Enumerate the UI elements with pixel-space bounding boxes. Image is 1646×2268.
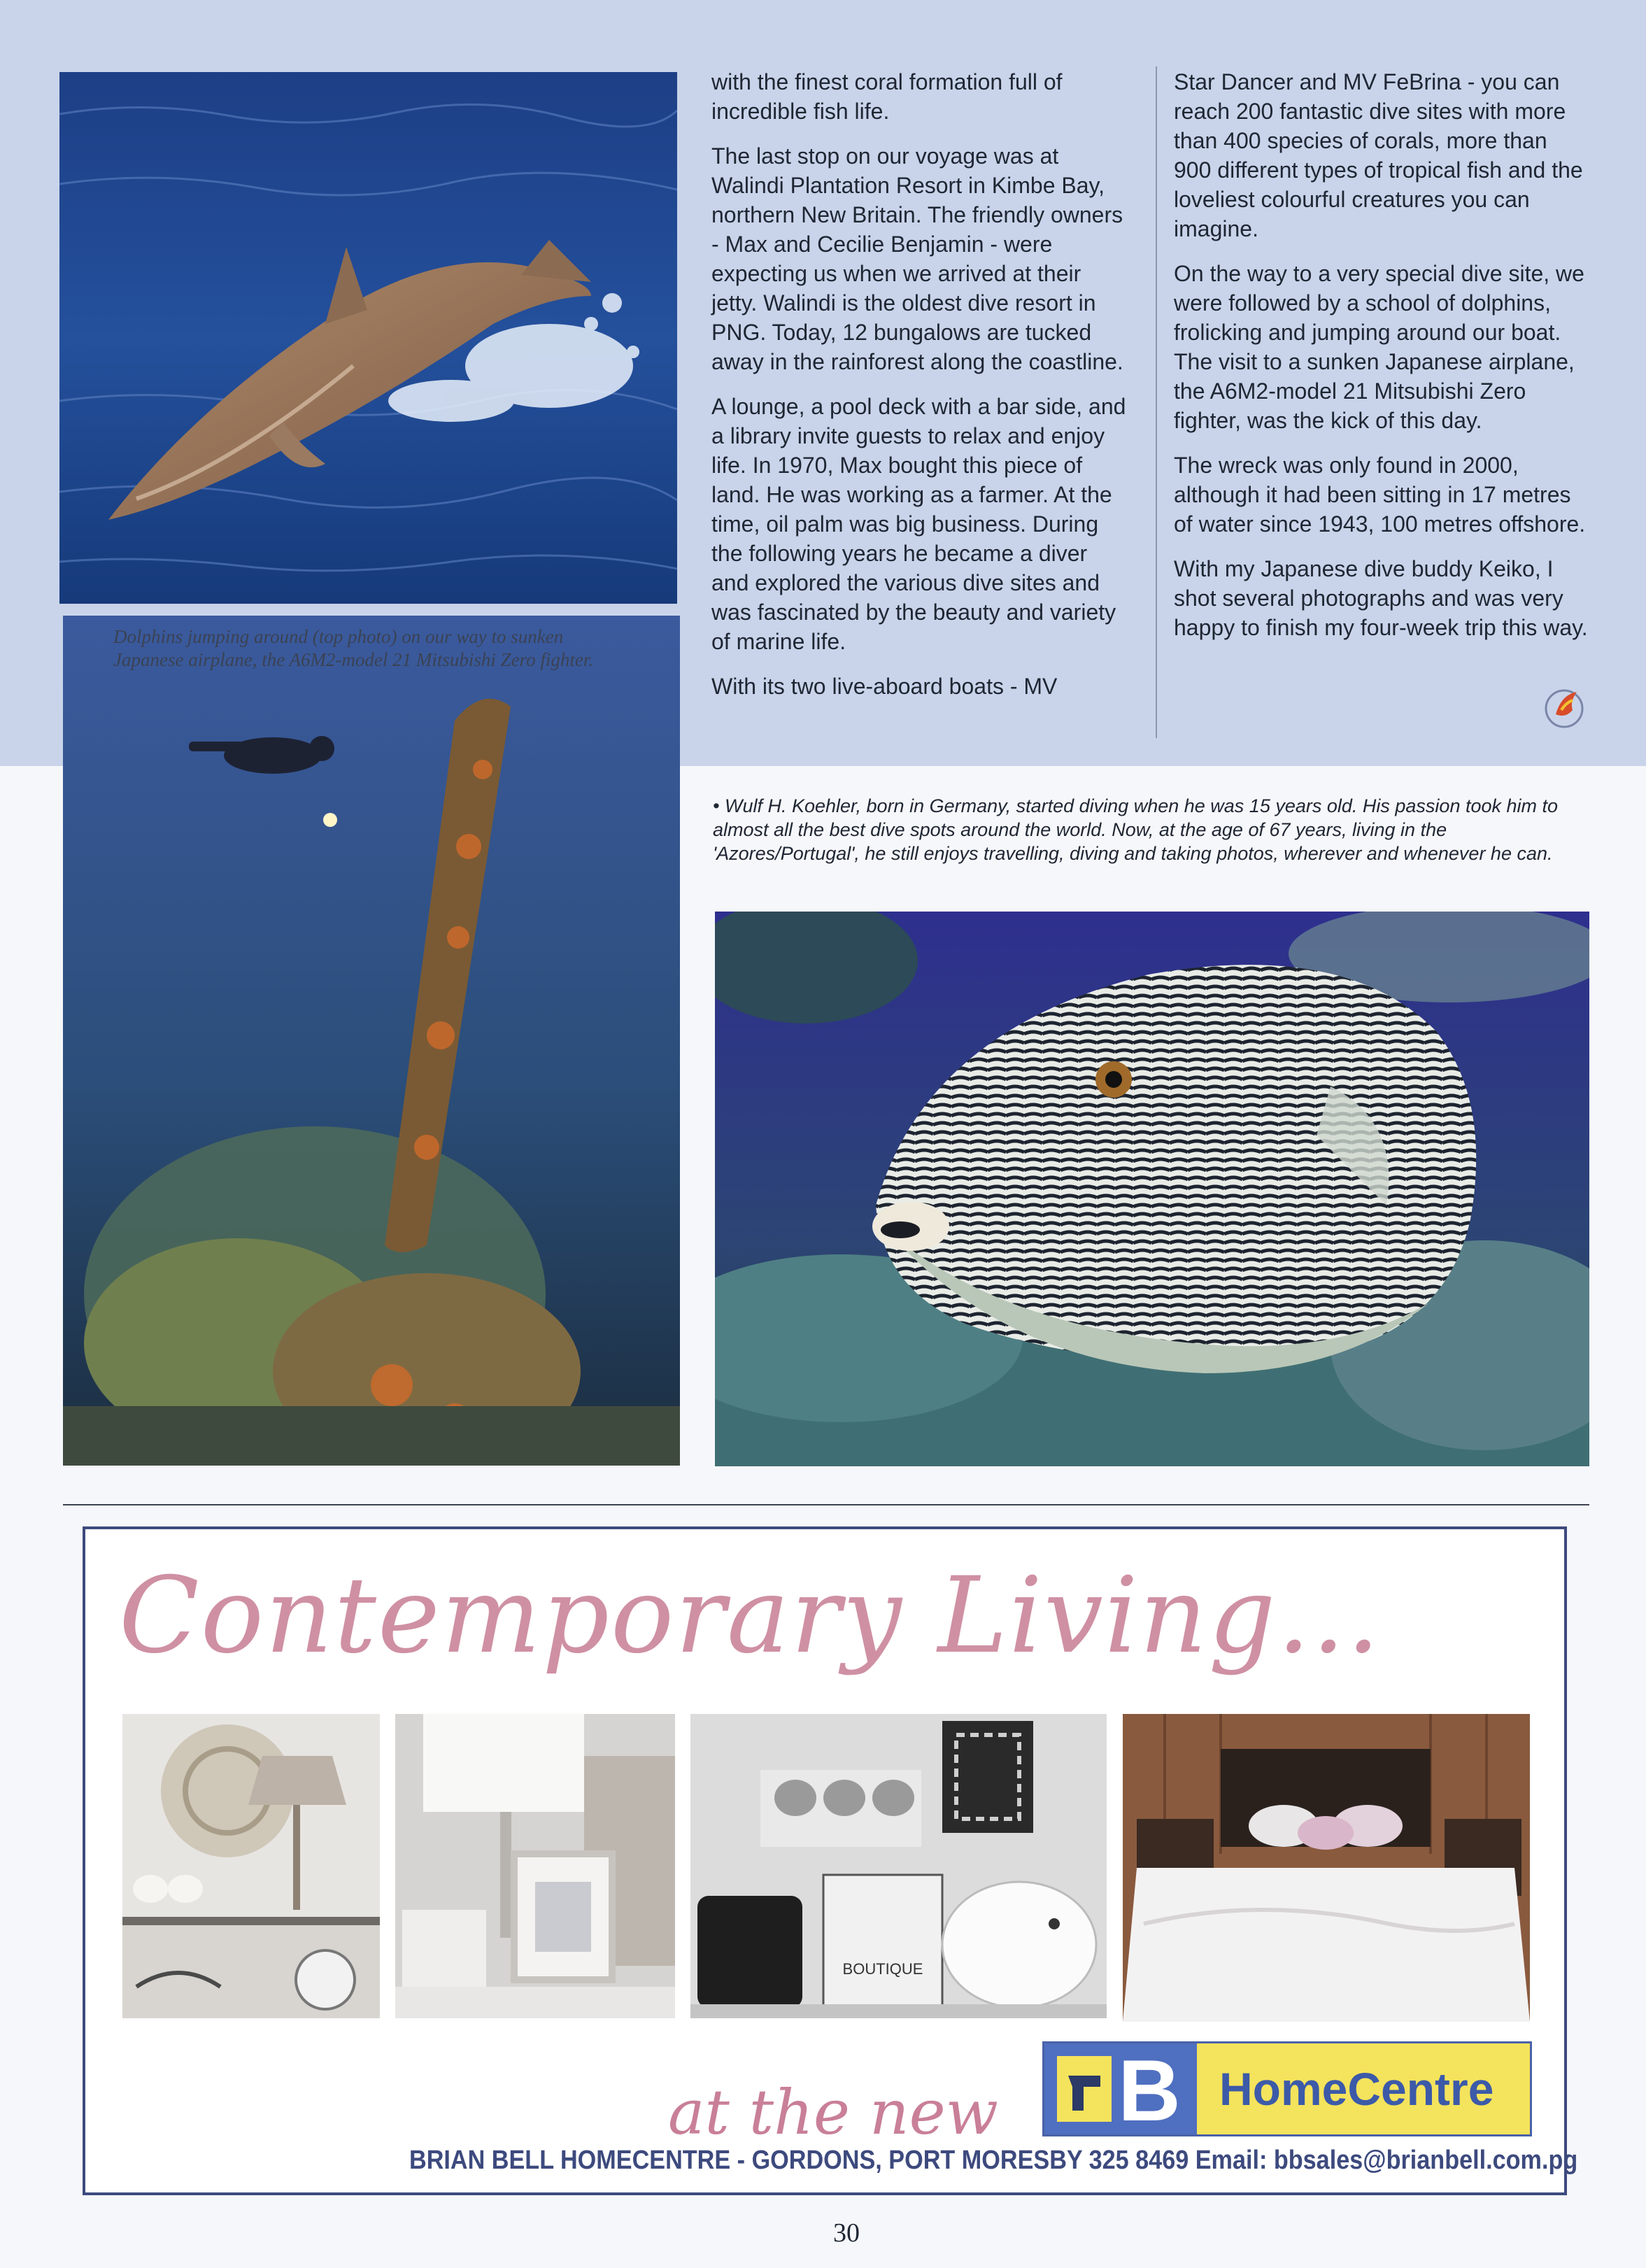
column-divider bbox=[1156, 66, 1157, 738]
article-column-right bbox=[1174, 67, 1590, 658]
paragraph: The last stop on our voyage was at Walindi Plantation Resort in Kimbe Bay, northern New Britain. The friendly owners - Max and Cecilie Benjamin - were expecting us when we arrived at their jetty. Walindi is the oldest dive resort in PNG. Today, 12 bungalows are tucked away in the rainforest along the coastline. bbox=[711, 143, 1123, 374]
advert-address: BRIAN BELL HOMECENTRE - GORDONS, PORT MORESBY 325 8469 Email: bbsales@brianbell.com.pg bbox=[409, 2146, 1578, 2175]
brian-bell-badge-icon bbox=[1044, 2043, 1197, 2134]
boutique-label: BOUTIQUE bbox=[842, 1960, 923, 1978]
section-rule bbox=[63, 1504, 1589, 1505]
advert-image-boutique-display bbox=[690, 1714, 1107, 2018]
author-bio: • Wulf H. Koehler, born in Germany, started diving when he was 15 years old. His passion took him to almost all the best dive spots around the world. Now, at the age of 67 years, living in the 'Azores/Portugal', he still enjoys travelling, diving and taking photos, wherever and whenever he can. bbox=[713, 795, 1559, 864]
page-number: 30 bbox=[833, 2218, 860, 2248]
advert-headline: Contemporary Living... bbox=[119, 1555, 1382, 1677]
advert-image-white-frames bbox=[395, 1714, 675, 2018]
photo-caption: Dolphins jumping around (top photo) on our way to sunken Japanese airplane, the A6M2-model 21 Mitsubishi Zero fighter. bbox=[113, 626, 594, 670]
logo-badge-letter: B bbox=[1118, 2043, 1181, 2134]
homecentre-logo bbox=[1042, 2041, 1532, 2136]
zero-fighter-wreck-photo bbox=[63, 616, 680, 1466]
pufferfish-photo bbox=[715, 912, 1589, 1466]
advert-tagline: at the new bbox=[668, 2076, 998, 2148]
paragraph: with the finest coral formation full of incredible fish life. bbox=[711, 69, 1063, 124]
end-of-article-icon bbox=[1540, 682, 1588, 730]
logo-brand-text: HomeCentre bbox=[1219, 2063, 1494, 2115]
paragraph: A lounge, a pool deck with a bar side, and a library invite guests to relax and enjoy life. In 1970, Max bought this piece of land. He was working as a farmer. At the time, oil palm was big business. During the following years he became a diver and explored the various dive sites and was fascinated by the beauty and variety of marine life. bbox=[711, 394, 1126, 654]
advert-image-decor-shelf bbox=[122, 1714, 380, 2018]
article-column-middle bbox=[711, 67, 1128, 716]
paragraph: On the way to a very special dive site, we were followed by a school of dolphins, frolicking and jumping around our boat. The visit to a sunken Japanese airplane, the A6M2-model 21 Mitsubishi Zero fighter, was the kick of this day. bbox=[1174, 261, 1584, 433]
dolphin-photo bbox=[59, 72, 677, 604]
advert-image-bedroom bbox=[1123, 1714, 1530, 2022]
paragraph: The wreck was only found in 2000, although it had been sitting in 17 metres of water since 1943, 100 metres offshore. bbox=[1174, 453, 1586, 537]
paragraph: With my Japanese dive buddy Keiko, I shot several photographs and was very happy to finish my four-week trip this way. bbox=[1174, 556, 1588, 640]
paragraph: With its two live-aboard boats - MV bbox=[711, 674, 1058, 699]
paragraph: Star Dancer and MV FeBrina - you can reach 200 fantastic dive sites with more than 400 species of corals, more than 900 different types of tropical fish and the loveliest colourful creatures you can imagine. bbox=[1174, 69, 1583, 241]
